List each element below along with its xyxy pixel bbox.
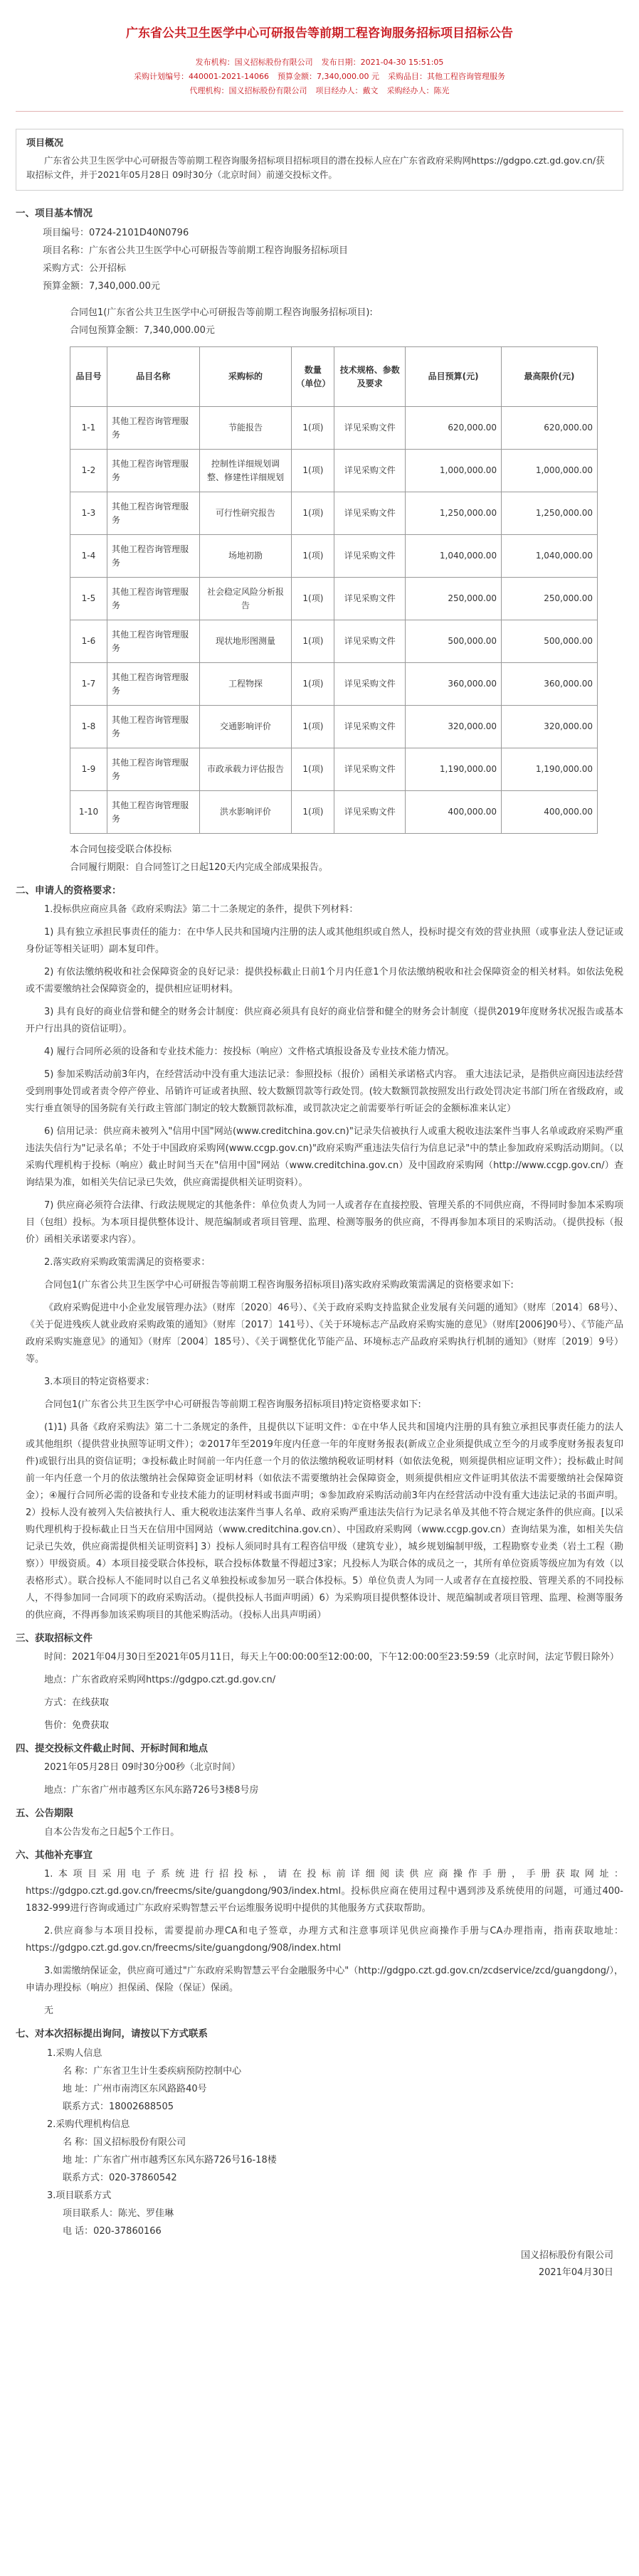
cell-spec: 详见采购文件 (334, 578, 406, 620)
cell-quantity: 1(项) (292, 535, 334, 578)
supplement-none: 无 (44, 2005, 54, 2016)
cell-item-no: 1-4 (70, 535, 107, 578)
cell-spec: 详见采购文件 (334, 706, 406, 748)
package-budget: 合同包预算金额：7,340,000.00元 (70, 325, 215, 336)
meta-budget: 预算金额：7,340,000.00 元 (277, 72, 379, 82)
overview-text: 广东省公共卫生医学中心可研报告等前期工程咨询服务招标项目招标项目的潜在投标人应在广东省政府采购网https://gdgpo.czt.gd.gov.cn/获取招标文件，并于2021年05月28日 09时30分（北京时间）前递交投标文件。 (26, 155, 605, 180)
acquire-method: 方式：在线获取 (44, 1697, 110, 1708)
signature-org: 国义招标股份有限公司 (520, 2249, 613, 2261)
supplement-1: 1.本项目采用电子系统进行招投标，请在投标前详细阅读供应商操作手册，手册获取网址：https://gdgpo.czt.gd.gov.cn/freecms/site/guangdong/903/index.html。投标供应商在使用过程中遇到涉及系统使用的问题，可通过400-1832-999进行咨询或通过广东政府采购智慧云平台运维服务说明中提供的其他服务方式获取帮助。 (26, 1868, 623, 1914)
cell-item-no: 1-5 (70, 578, 107, 620)
cell-spec: 详见采购文件 (334, 407, 406, 450)
items-table (70, 346, 598, 834)
qualification-1-head: 1.投标供应商应具备《政府采购法》第二十二条规定的条件，提供下列材料： (44, 904, 359, 916)
table-row (70, 791, 598, 834)
col-quantity: 数量（单位） (292, 347, 334, 407)
meta-category: 采购品目：其他工程咨询管理服务 (387, 72, 505, 82)
table-row (70, 535, 598, 578)
cell-budget: 1,190,000.00 (406, 748, 502, 791)
cell-item-name: 其他工程咨询管理服务 (107, 620, 199, 663)
supplement-3: 3.如需缴纳保证金，供应商可通过"广东政府采购智慧云平台金融服务中心"（http://gdgpo.czt.gd.gov.cn/zcdservice/zcd/guangdong/），申请办理投标（响应）担保函、保险（保证）保函。 (26, 1965, 623, 1993)
cell-quantity: 1(项) (292, 450, 334, 492)
signature-block (16, 2247, 623, 2281)
qualification-1-4: 4) 履行合同所必须的设备和专业技术能力：按投标（响应）文件格式填报设备及专业技术能力情况。 (44, 1046, 455, 1058)
agency-address: 地 址：广东省广州市越秀区东风东路726号16-18楼 (63, 2154, 277, 2166)
cell-budget: 1,040,000.00 (406, 535, 502, 578)
section-2-title: 二、申请人的资格要求： (16, 885, 122, 897)
cell-quantity: 1(项) (292, 663, 334, 706)
section-6-title: 六、其他补充事宜 (16, 1849, 93, 1861)
qualification-1-5: 5) 参加采购活动前3年内，在经营活动中没有重大违法记录：参照投标（报价）函相关承诺格式内容。 重大违法记录，是指供应商因违法经营受到刑事处罚或者责令停产停业、吊销许可证或者执照、较大数额罚款等行政处罚。(较大数额罚款按照发出行政处罚决定书部门所在省级政府，或实行垂直领导的国务院有关行政主管部门制定的较大数额罚款标准，或罚款决定之前需要举行听证会的金额标准来认定） (26, 1069, 623, 1115)
consortium-note: 本合同包接受联合体投标 (70, 844, 172, 856)
cell-item-no: 1-6 (70, 620, 107, 663)
cell-target: 可行性研究报告 (199, 492, 292, 535)
cell-target: 社会稳定风险分析报告 (199, 578, 292, 620)
qualification-3-package: 合同包1(广东省公共卫生医学中心可研报告等前期工程咨询服务招标项目)特定资格要求如下: (44, 1399, 421, 1411)
package-name: 合同包1(广东省公共卫生医学中心可研报告等前期工程咨询服务招标项目): (70, 307, 373, 319)
cell-budget: 620,000.00 (406, 407, 502, 450)
opening-place: 地点：广东省广州市越秀区东风东路726号3楼8号房 (44, 1784, 259, 1796)
cell-item-no: 1-9 (70, 748, 107, 791)
table-row (70, 706, 598, 748)
cell-quantity: 1(项) (292, 407, 334, 450)
purchaser-heading: 1.采购人信息 (47, 2047, 102, 2059)
qualification-1-7: 7) 供应商必须符合法律、行政法规规定的其他条件：单位负责人为同一人或者存在直接控股、管理关系的不同供应商，不得同时参加本采购项目（包组）投标。为本项目提供整体设计、规范编制或者项目管理、监理、检测等服务的供应商，不得再参加本项目的采购活动。（提供投标（报价）函相关承诺要求内容）。 (26, 1200, 623, 1246)
cell-budget: 500,000.00 (406, 620, 502, 663)
agency-name: 名 称：国义招标股份有限公司 (63, 2136, 186, 2148)
col-budget: 品目预算(元) (406, 347, 502, 407)
cell-item-name: 其他工程咨询管理服务 (107, 450, 199, 492)
cell-quantity: 1(项) (292, 791, 334, 834)
cell-target: 工程物探 (199, 663, 292, 706)
qualification-3-head: 3.本项目的特定资格要求： (44, 1377, 155, 1388)
qualification-3-detail: (1)1) 具备《政府采购法》第二十二条规定的条件，且提供以下证明文件：①在中华人民共和国境内注册的具有独立承担民事责任能力的法人或其他组织（提供营业执照等证明文件）；②2017年至2019年度内任意一年的年度财务报表(新成立企业须提供成立至今的月或季度财务报表复印件)或银行出具的资信证明；③投标截止时间前一年内任意一个月的依法缴纳税收证明材料（如依法免税，则须提供相应证明文件）；投标截止时间前一年内任意一个月的依法缴纳社会保障资金证明材料（如依法不需要缴纳社会保障资金，则须提供相应文件证明其依法不需要缴纳社会保障资金）；④履行合同所必需的设备和专业技术能力的证明材料或书面声明；⑤参加政府采购活动前3年内在经营活动中没有重大违法记录的书面声明。2）投标人没有被列入失信被执行人、重大税收违法案件当事人名单、政府采购严重违法失信行为记录名单及其他不符合规定条件的供应商。[以采购代理机构于投标截止日当天在信用中国网站（www.creditchina.gov.cn）、中国政府采购网（www.ccgp.gov.cn）查询结果为准，如相关失信记录已失效，供应商需提供相关证明资料] 3）投标人须同时具有工程咨信甲级（建筑专业），城乡规划编制甲级，工程勘察专业类（岩土工程（勘察））甲级资质。4）本项目接受联合体投标，联合投标体数量不得超过3家；凡投标人为联合体的成员之一，其所有单位资质等级应加为有效（以表格形式）。联合投标人不能同时以自己名义单独投标或参加另一联合体投标。5）单位负责人为同一人或者存在直接控股、管理关系的不同投标人，不得参加同一合同项下的政府采购活动。（提供投标人书面声明函）6）为采购项目提供整体设计、规范编制或者项目管理、监理、检测等服务的供应商，不得再参加该采购项目的其他采购活动。（投标人出具声明函） (26, 1422, 623, 1621)
cell-item-name: 其他工程咨询管理服务 (107, 492, 199, 535)
cell-spec: 详见采购文件 (334, 535, 406, 578)
cell-item-name: 其他工程咨询管理服务 (107, 578, 199, 620)
qualification-2-head: 2.落实政府采购政策需满足的资格要求： (44, 1257, 211, 1268)
cell-spec: 详见采购文件 (334, 748, 406, 791)
cell-target: 洪水影响评价 (199, 791, 292, 834)
cell-budget: 400,000.00 (406, 791, 502, 834)
cell-spec: 详见采购文件 (334, 492, 406, 535)
cell-budget: 360,000.00 (406, 663, 502, 706)
budget-amount: 预算金额：7,340,000.00元 (43, 281, 160, 292)
cell-quantity: 1(项) (292, 706, 334, 748)
table-row (70, 407, 598, 450)
cell-budget: 320,000.00 (406, 706, 502, 748)
project-contact-phone: 电 话：020-37860166 (63, 2225, 162, 2237)
cell-budget: 1,250,000.00 (406, 492, 502, 535)
cell-spec: 详见采购文件 (334, 663, 406, 706)
qualification-1-2: 2) 有依法缴纳税收和社会保障资金的良好记录：提供投标截止日前1个月内任意1个月依法缴纳税收和社会保障资金的相关材料。如依法免税或不需要缴纳社会保障资金的，提供相应证明材料。 (26, 967, 623, 995)
table-row (70, 748, 598, 791)
cell-max-price: 1,040,000.00 (502, 535, 598, 578)
qualification-2-package: 合同包1(广东省公共卫生医学中心可研报告等前期工程咨询服务招标项目)落实政府采购政策需满足的资格要求如下: (44, 1280, 514, 1291)
cell-target: 现状地形图测量 (199, 620, 292, 663)
cell-max-price: 1,250,000.00 (502, 492, 598, 535)
meta-publisher: 发布机构：国义招标股份有限公司 (195, 58, 313, 68)
cell-item-name: 其他工程咨询管理服务 (107, 663, 199, 706)
table-row (70, 620, 598, 663)
cell-max-price: 500,000.00 (502, 620, 598, 663)
cell-item-name: 其他工程咨询管理服务 (107, 748, 199, 791)
acquire-place: 地点：广东省政府采购网https://gdgpo.czt.gd.gov.cn/ (44, 1675, 276, 1685)
col-max-price: 最高限价(元) (502, 347, 598, 407)
cell-quantity: 1(项) (292, 492, 334, 535)
agency-heading: 2.采购代理机构信息 (47, 2119, 130, 2130)
cell-spec: 详见采购文件 (334, 620, 406, 663)
acquire-time: 时间：2021年04月30日至2021年05月11日，每天上午00:00:00至12:00:00，下午12:00:00至23:59:59（北京时间，法定节假日除外） (44, 1652, 619, 1663)
cell-item-no: 1-2 (70, 450, 107, 492)
contract-term: 合同履行期限：自合同签订之日起120天内完成全部成果报告。 (70, 862, 328, 874)
purchaser-name: 名 称：广东省卫生计生委疾病预防控制中心 (63, 2065, 242, 2077)
purchase-method: 采购方式：公开招标 (43, 263, 127, 275)
meta-row-3 (120, 84, 519, 98)
cell-item-name: 其他工程咨询管理服务 (107, 535, 199, 578)
cell-item-no: 1-10 (70, 791, 107, 834)
meta-info (120, 55, 519, 98)
cell-item-no: 1-8 (70, 706, 107, 748)
table-row (70, 492, 598, 535)
cell-target: 交通影响评价 (199, 706, 292, 748)
cell-item-no: 1-7 (70, 663, 107, 706)
cell-max-price: 320,000.00 (502, 706, 598, 748)
overview-heading: 项目概况 (26, 138, 64, 149)
cell-target: 市政承载力评估报告 (199, 748, 292, 791)
col-item-name: 品目名称 (107, 347, 199, 407)
project-contact-heading: 3.项目联系方式 (47, 2190, 112, 2201)
cell-quantity: 1(项) (292, 578, 334, 620)
cell-max-price: 400,000.00 (502, 791, 598, 834)
cell-item-name: 其他工程咨询管理服务 (107, 706, 199, 748)
table-row (70, 450, 598, 492)
cell-max-price: 620,000.00 (502, 407, 598, 450)
col-item-no: 品目号 (70, 347, 107, 407)
project-name: 项目名称：广东省公共卫生医学中心可研报告等前期工程咨询服务招标项目 (43, 245, 349, 257)
cell-item-no: 1-1 (70, 407, 107, 450)
agency-phone: 联系方式：020-37860542 (63, 2172, 177, 2183)
purchaser-address: 地 址：广州市南湾区东风路路40号 (63, 2083, 207, 2094)
deadline-time: 2021年05月28日 09时30分00秒（北京时间） (44, 1761, 241, 1773)
cell-max-price: 360,000.00 (502, 663, 598, 706)
qualification-2-policy: 《政府采购促进中小企业发展管理办法》（财库〔2020〕46号）、《关于政府采购支持监狱企业发展有关问题的通知》（财库〔2014〕68号）、《关于促进残疾人就业政府采购政策的通知》（财库〔2017〕141号）、《关于环境标志产品政府采购实施的意见》（财库[2006]90号）、《节能产品政府采购实施意见》的通知》（财库〔2004〕185号）、《关于调整优化节能产品、环境标志产品政府采购执行机制的通知》（财库〔2019〕9号）等。 (26, 1303, 623, 1365)
qualification-1-1: 1) 具有独立承担民事责任的能力：在中华人民共和国境内注册的法人或其他组织或自然人，投标时提交有效的营业执照（或事业法人登记证或身份证等相关证明）副本复印件。 (26, 927, 623, 955)
cell-budget: 250,000.00 (406, 578, 502, 620)
cell-budget: 1,000,000.00 (406, 450, 502, 492)
project-overview-box (16, 129, 623, 191)
col-spec: 技术规格、参数及要求 (334, 347, 406, 407)
signature-date: 2021年04月30日 (538, 2267, 613, 2278)
project-number: 项目编号：0724-2101D40N0796 (43, 228, 189, 239)
cell-quantity: 1(项) (292, 748, 334, 791)
qualification-1-6: 6) 信用记录：供应商未被列入"信用中国"网站(www.creditchina.gov.cn)"记录失信被执行人或重大税收违法案件当事人名单或政府采购严重违法失信行为"记录名单；不处于中国政府采购网(www.ccgp.gov.cn)"政府采购严重违法失信行为信息记录"中的禁止参加政府采购活动期间。（以采购代理机构于投标（响应）截止时间当天在"信用中国"网站（www.creditchina.gov.cn）及中国政府采购网（http://www.ccgp.gov.cn/）查询结果为准，如相关失信记录已失效，供应商需提供相关证明资料）。 (26, 1126, 623, 1189)
cell-max-price: 250,000.00 (502, 578, 598, 620)
project-contact-person: 项目联系人：陈光、罗佳琳 (63, 2207, 174, 2219)
cell-target: 场地初勘 (199, 535, 292, 578)
qualification-1-3: 3) 具有良好的商业信誉和健全的财务会计制度：供应商必须具有良好的商业信誉和健全的财务会计制度（提供2019年度财务状况报告或基本开户行出具的资信证明）。 (26, 1007, 623, 1035)
page-title: 广东省公共卫生医学中心可研报告等前期工程咨询服务招标项目招标公告 (126, 26, 513, 41)
table-row (70, 663, 598, 706)
table-row (70, 578, 598, 620)
divider (16, 111, 623, 112)
cell-target: 控制性详细规划调整、修建性详细规划 (199, 450, 292, 492)
section-3-title: 三、获取招标文件 (16, 1633, 93, 1645)
cell-spec: 详见采购文件 (334, 791, 406, 834)
cell-max-price: 1,190,000.00 (502, 748, 598, 791)
section-4-title: 四、提交投标文件截止时间、开标时间和地点 (16, 1743, 208, 1754)
cell-quantity: 1(项) (292, 620, 334, 663)
section-7-title: 七、对本次招标提出询问，请按以下方式联系 (16, 2028, 208, 2040)
meta-agency: 代理机构：国义招标股份有限公司 (189, 86, 307, 96)
table-header-row (70, 347, 598, 407)
meta-plan-number: 采购计划编号：440001-2021-14066 (134, 72, 269, 82)
meta-publish-date: 发布日期：2021-04-30 15:51:05 (321, 58, 444, 68)
meta-project-handler: 项目经办人：戴文 (315, 86, 379, 96)
cell-item-name: 其他工程咨询管理服务 (107, 791, 199, 834)
meta-row-2 (120, 70, 519, 84)
section-5-title: 五、公告期限 (16, 1807, 73, 1819)
meta-purchase-handler: 采购经办人：陈光 (386, 86, 450, 96)
supplement-2: 2.供应商参与本项目投标，需要提前办理CA和电子签章，办理方式和注意事项详见供应商操作手册与CA办理指南，指南获取地址：https://gdgpo.czt.gd.gov.cn/freecms/site/guangdong/908/index.html (26, 1925, 623, 1954)
cell-target: 节能报告 (199, 407, 292, 450)
cell-item-name: 其他工程咨询管理服务 (107, 407, 199, 450)
cell-max-price: 1,000,000.00 (502, 450, 598, 492)
col-target: 采购标的 (199, 347, 292, 407)
cell-spec: 详见采购文件 (334, 450, 406, 492)
purchaser-phone: 联系方式：18002688505 (63, 2101, 174, 2112)
notice-period: 自本公告发布之日起5个工作日。 (44, 1826, 180, 1838)
cell-item-no: 1-3 (70, 492, 107, 535)
acquire-price: 售价：免费获取 (44, 1720, 110, 1731)
meta-row-1 (120, 55, 519, 70)
section-1-title: 一、项目基本情况 (16, 208, 93, 220)
